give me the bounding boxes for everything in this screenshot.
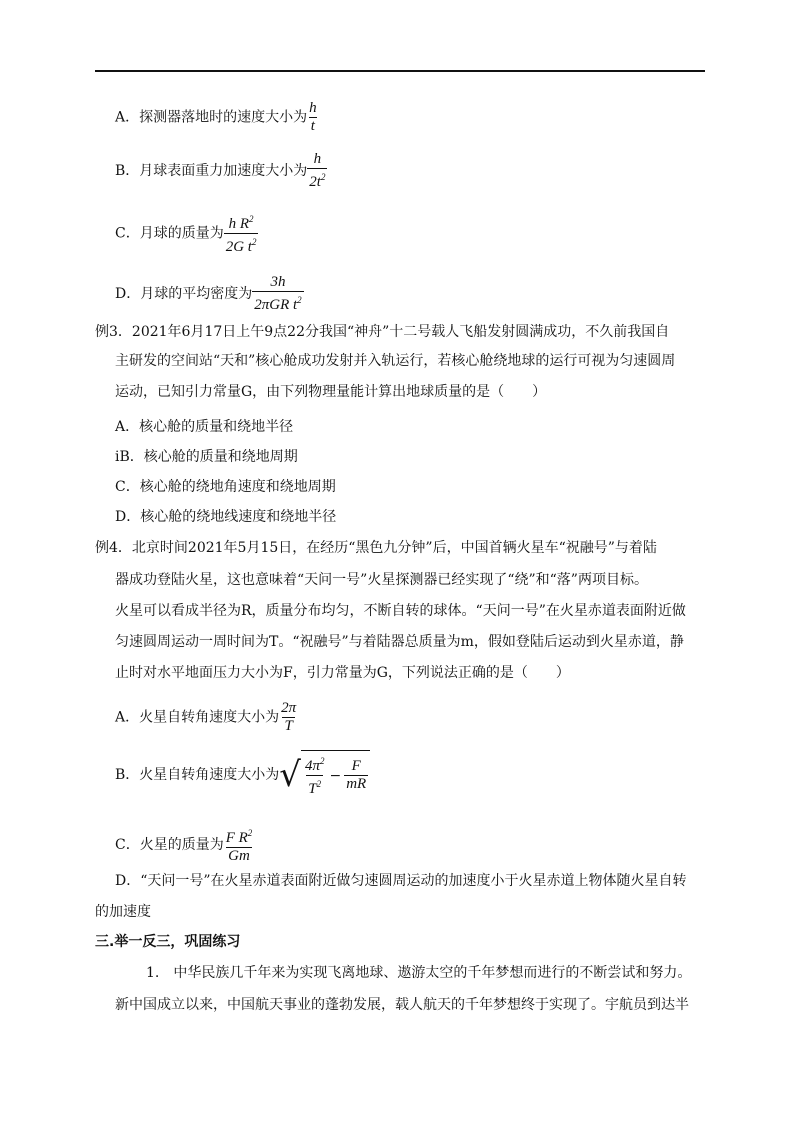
numerator-base: F R [225,830,248,846]
option-text: B．火星自转角速度大小为 [115,767,280,783]
ex4-option-a [115,700,298,735]
numerator-base: 4π [304,758,320,774]
ex4-line-5: 止时对水平地面压力大小为F，引力常量为G，下列说法正确的是（ ） [115,665,570,681]
fraction [307,100,319,135]
fraction-denominator [252,291,303,314]
fraction [279,700,298,735]
ex3-line-1: 例3．2021年6月17日上午9点22分我国“神舟”十二号载人飞船发射圆满成功，不久前我国自 [95,324,670,340]
ex3-option-a: A．核心舱的质量和绕地半径 [115,419,294,435]
ex4-option-d-line-2: 的加速度 [95,904,151,920]
practice-q1-line-1: 1. 中华民族几千年来为实现飞离地球、遨游太空的千年梦想而进行的不断尝试和努力。 [146,965,692,981]
option-text: D．月球的平均密度为 [115,286,253,302]
fraction-denominator [307,168,327,191]
exponent: 2 [247,828,253,838]
ex3-option-c: C．核心舱的绕地角速度和绕地周期 [115,479,336,495]
fraction-numerator: F [351,758,361,774]
practice-q1-line-2: 新中国成立以来，中国航天事业的蓬勃发展，载人航天的千年梦想终于实现了。宇航员到达半 [115,997,689,1013]
option-text: C．火星的质量为 [115,837,224,853]
fraction-numerator: h [313,151,322,167]
exponent: 2 [297,295,302,305]
option-text: C．月球的质量为 [115,225,224,242]
exponent: 2 [249,214,254,224]
fraction-numerator: h [309,100,317,116]
ex3-line-3: 运动，已知引力常量G，由下列物理量能计算出地球质量的是（ ） [115,384,547,400]
ex4-line-1: 例4．北京时间2021年5月15日，在经历“黑色九分钟”后，中国首辆火星车“祝融号”与着陆 [95,540,657,556]
exponent: 2 [316,779,322,789]
fraction [224,211,259,256]
section-heading: 三.举一反三，巩固练习 [95,934,241,950]
ex4-line-4: 匀速圆周运动一周时间为T。“祝融号”与着陆器总质量为m，假如登陆后运动到火星赤道，静 [115,634,684,650]
fraction-denominator: t [310,118,315,134]
exponent: 2 [251,237,257,247]
square-root [279,752,370,798]
ex2-option-b [115,151,327,191]
radicand [301,750,370,798]
ex4-line-2: 器成功登陆火星，这也意味着“天问一号”火星探测器已经实现了“绕”和“落”两项目标。 [115,572,648,588]
denominator-base: 2πGR t [254,297,298,313]
header-rule [95,70,705,72]
option-text: A．探测器落地时的速度大小为 [115,109,308,126]
ex4-option-c [115,825,254,865]
ex3-line-2: 主研发的空间站“天和”核心舱成功发射并入轨运行，若核心舱绕地球的运行可视为匀速圆周 [115,353,676,369]
fraction [303,753,327,798]
fraction-numerator: 3h [270,274,286,290]
ex3-option-d: D．核心舱的绕地线速度和绕地半径 [115,509,337,525]
denominator-base: 2t [309,174,321,190]
denominator-base: 2G t [225,239,252,255]
numerator-base: h R [228,216,250,232]
ex4-option-b [115,752,370,798]
fraction [252,274,303,314]
ex2-option-d [115,274,304,314]
ex4-line-3: 火星可以看成半径为R，质量分布均匀，不断自转的球体。“天问一号”在火星赤道表面附近做 [115,603,686,619]
ex4-option-d-line-1: D．“天问一号”在火星赤道表面附近做匀速圆周运动的加速度小于火星赤道上物体随火星自转 [115,873,687,889]
exponent: 2 [319,756,325,766]
fraction-numerator [227,211,256,233]
minus-sign: − [329,767,342,784]
exponent: 2 [320,172,326,182]
option-text: B．月球表面重力加速度大小为 [115,163,308,179]
fraction-denominator [224,233,259,256]
fraction-denominator: T [284,718,293,734]
fraction [344,758,368,793]
option-text: A．火星自转角速度大小为 [115,709,280,726]
denominator-base: T [308,781,317,797]
fraction-denominator: mR [346,776,367,792]
fraction-numerator [303,753,327,775]
fraction-numerator: 2π [281,700,297,716]
radical-sign-icon: √ [279,755,301,795]
fraction-denominator [306,775,323,798]
fraction-numerator [224,825,255,847]
fraction-denominator: Gm [228,848,250,864]
fraction [224,825,255,865]
ex2-option-a [115,100,319,135]
ex3-option-b: iB．核心舱的质量和绕地周期 [115,449,298,465]
fraction [307,151,327,191]
ex2-option-c [115,211,258,256]
